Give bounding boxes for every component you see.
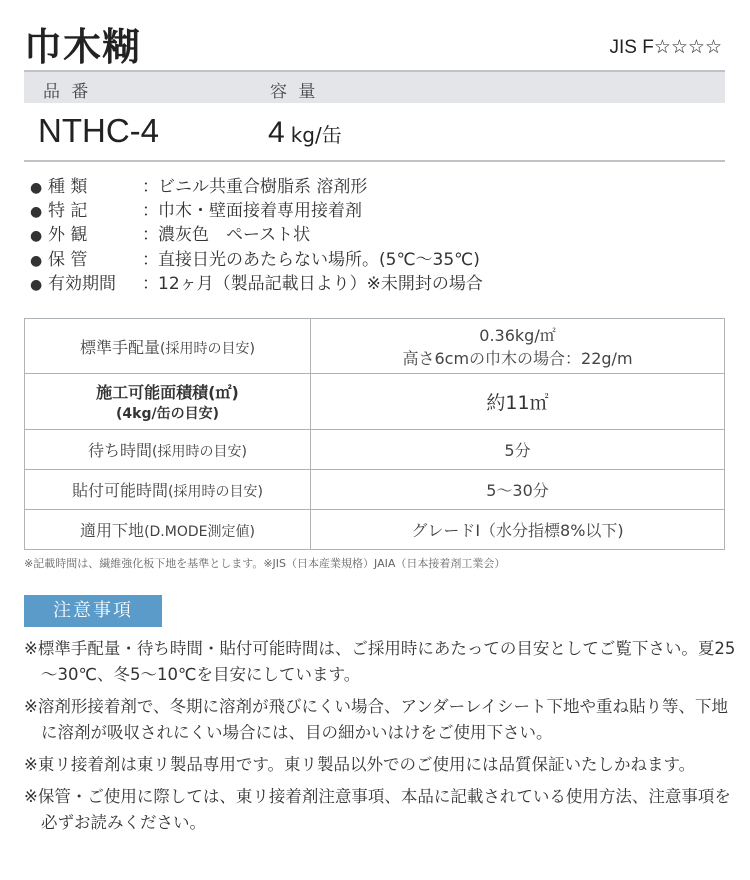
table-label-secondary: (4kg/缶の目安) — [116, 406, 219, 422]
spec-colon: ： — [142, 225, 159, 246]
spec-header-band — [24, 70, 725, 103]
spec-item — [30, 199, 730, 223]
spec-colon: ： — [142, 177, 159, 197]
table-row — [25, 374, 725, 430]
table-row — [25, 430, 725, 470]
product-title: 巾木糊 — [24, 25, 142, 69]
table-value-cell — [311, 319, 725, 374]
caution-heading: 注意事項 — [24, 595, 162, 627]
spec-colon: ： — [142, 249, 159, 270]
capacity-label: 容 量 — [270, 82, 319, 102]
table-value-cell — [311, 510, 725, 550]
spec-label: 特 記 — [48, 201, 88, 222]
table-label: 待ち時間 — [88, 441, 153, 460]
table-label-note: (D.MODE測定値) — [144, 524, 255, 540]
spec-value: 直接日光のあたらない場所。(5℃～35℃) — [158, 249, 480, 270]
product-row — [24, 104, 725, 162]
bullet-icon: ● — [30, 204, 43, 221]
table-label-cell — [25, 430, 311, 470]
table-label-cell — [25, 470, 311, 510]
spec-label: 外 観 — [48, 225, 88, 246]
spec-item — [30, 223, 730, 247]
bullet-icon: ● — [30, 180, 43, 196]
spec-value: 巾木・壁面接着専用接着剤 — [158, 201, 362, 222]
bullet-icon: ● — [30, 252, 43, 269]
table-label: 貼付可能時間 — [72, 481, 169, 500]
spec-colon: ： — [142, 201, 159, 222]
product-code: NTHC-4 — [38, 112, 159, 149]
table-label-note: (採用時の目安) — [152, 444, 247, 460]
table-value: グレードⅠ（水分指標8%以下) — [411, 521, 624, 540]
capacity-unit: kg/缶 — [290, 123, 342, 147]
table-footnote: ※記載時間は、繊維強化板下地を基準とします。※JIS（日本産業規格）JAIA（日本接着剤工業会） — [24, 557, 506, 570]
spec-item — [30, 272, 730, 296]
table-label: 施工可能面積積(㎡) — [96, 383, 239, 402]
caution-note: ※溶剤形接着剤で、冬期に溶剤が飛びにくい場合、アンダーレイシート下地や重ね貼り等、下地に溶剤が吸収されにくい場合には、目の細かいはけをご使用下さい。 — [24, 697, 729, 742]
usage-table — [24, 318, 725, 550]
table-value: 5分 — [504, 441, 531, 460]
table-label: 適用下地 — [80, 521, 145, 540]
spec-item — [30, 175, 730, 199]
caution-note: ※保管・ご使用に際しては、東リ接着剤注意事項、本品に記載されている使用方法、注意事項を必ずお読みください。 — [24, 787, 731, 832]
table-value-secondary: 高さ6cmの巾木の場合：22g/m — [402, 349, 633, 368]
table-value-cell — [311, 470, 725, 510]
caution-note: ※東リ接着剤は東リ製品専用です。東リ製品以外でのご使用には品質保証いたしかねます。 — [24, 755, 696, 774]
bullet-icon: ● — [30, 276, 43, 293]
capacity-value: 4 — [268, 116, 285, 149]
table-value-cell — [311, 430, 725, 470]
caution-notes — [24, 636, 736, 842]
spec-label: 種 類 — [48, 177, 88, 197]
table-value: 0.36kg/㎡ — [479, 326, 556, 345]
caution-note: ※標準手配量・待ち時間・貼付可能時間は、ご採用時にあたっての目安としてご覧下さい。夏25～30℃、冬5～10℃を目安にしています。 — [24, 639, 736, 684]
table-label-note: (採用時の目安) — [168, 484, 263, 500]
table-label-cell — [25, 319, 311, 374]
table-label-note: (採用時の目安) — [160, 340, 255, 357]
table-row — [25, 319, 725, 374]
table-row — [25, 510, 725, 550]
table-label: 標準手配量 — [80, 337, 161, 357]
spec-label: 保 管 — [48, 249, 88, 270]
jis-rating: JIS F☆☆☆☆ — [609, 37, 722, 58]
capacity — [268, 116, 342, 150]
table-value-cell — [311, 374, 725, 430]
spec-list — [30, 175, 730, 296]
table-row — [25, 470, 725, 510]
table-value: 5～30分 — [486, 481, 549, 500]
spec-label: 有効期間 — [48, 273, 116, 294]
spec-value: ビニル共重合樹脂系 溶剤形 — [158, 177, 368, 197]
spec-value: 12ヶ月（製品記載日より）※未開封の場合 — [158, 273, 483, 294]
table-label-cell — [25, 374, 311, 430]
table-label-cell — [25, 510, 311, 550]
product-code-label: 品 番 — [43, 82, 92, 102]
spec-value: 濃灰色 ペースト状 — [158, 225, 311, 246]
bullet-icon: ● — [30, 228, 43, 245]
spec-item — [30, 248, 730, 272]
spec-colon: ： — [142, 273, 159, 294]
table-value: 約11㎡ — [486, 392, 549, 414]
